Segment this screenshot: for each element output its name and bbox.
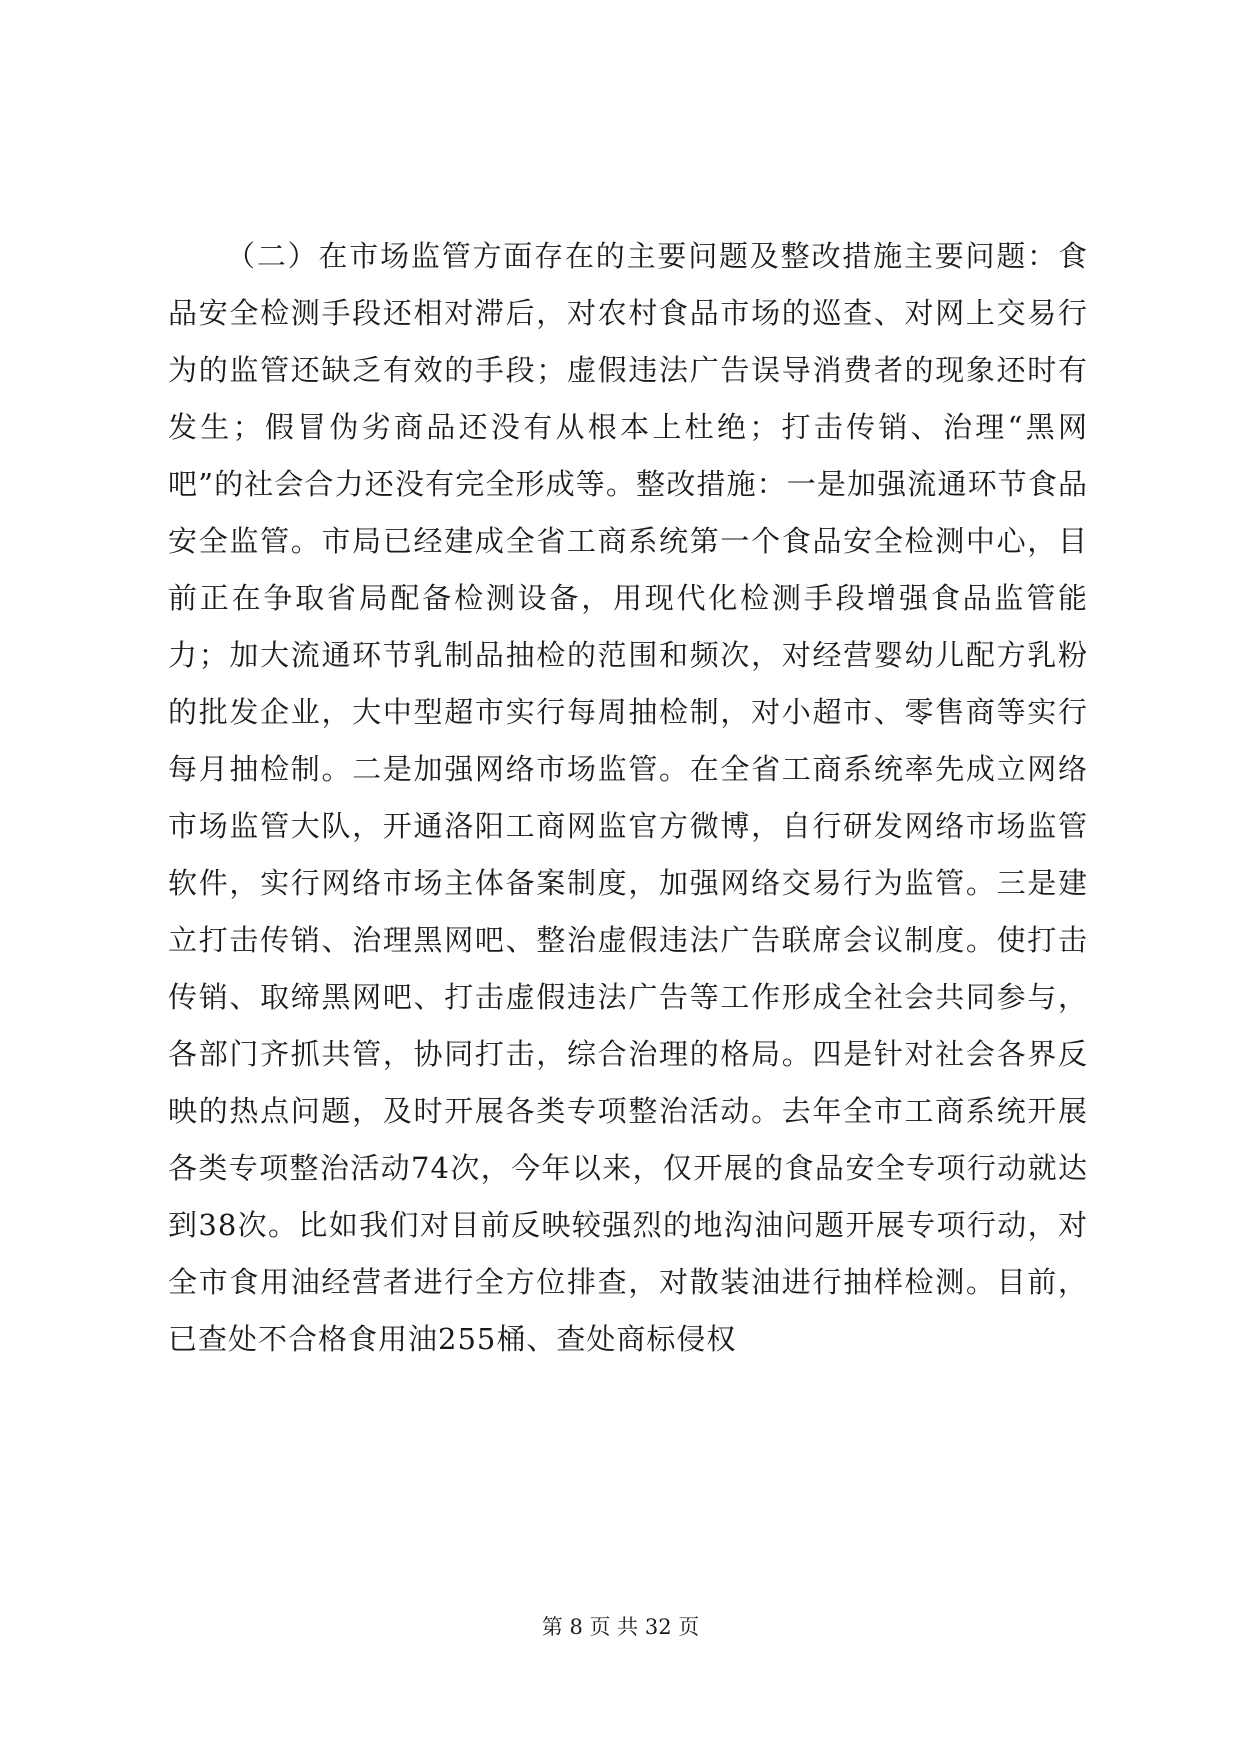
- page-footer: 第 8 页 共 32 页: [541, 1615, 700, 1639]
- body-paragraph: （二）在市场监管方面存在的主要问题及整改措施主要问题：食品安全检测手段还相对滞后，对农村食品市场的巡查、对网上交易行为的监管还缺乏有效的手段；虚假违法广告误导消费者的现象还时有发生；假冒伪劣商品还没有从根本上杜绝；打击传销、治理“黑网吧”的社会合力还没有完全形成等。整改措施：一是加强流通环节食品安全监管。市局已经建成全省工商系统第一个食品安全检测中心，目前正在争取省局配备检测设备，用现代化检测手段增强食品监管能力；加大流通环节乳制品抽检的范围和频次，对经营婴幼儿配方乳粉的批发企业，大中型超市实行每周抽检制，对小超市、零售商等实行每月抽检制。二是加强网络市场监管。在全省工商系统率先成立网络市场监管大队，开通洛阳工商网监官方微博，自行研发网络市场监管软件，实行网络市场主体备案制度，加强网络交易行为监管。三是建立打击传销、治理黑网吧、整治虚假违法广告联席会议制度。使打击传销、取缔黑网吧、打击虚假违法广告等工作形成全社会共同参与，各部门齐抓共管，协同打击，综合治理的格局。四是针对社会各界反映的热点问题，及时开展各类专项整治活动。去年全市工商系统开展各类专项整治活动74次，今年以来，仅开展的食品安全专项行动就达到38次。比如我们对目前反映较强烈的地沟油问题开展专项行动，对全市食用油经营者进行全方位排查，对散装油进行抽样检测。目前，已查处不合格食用油255桶、查处商标侵权: [168, 239, 1088, 1356]
